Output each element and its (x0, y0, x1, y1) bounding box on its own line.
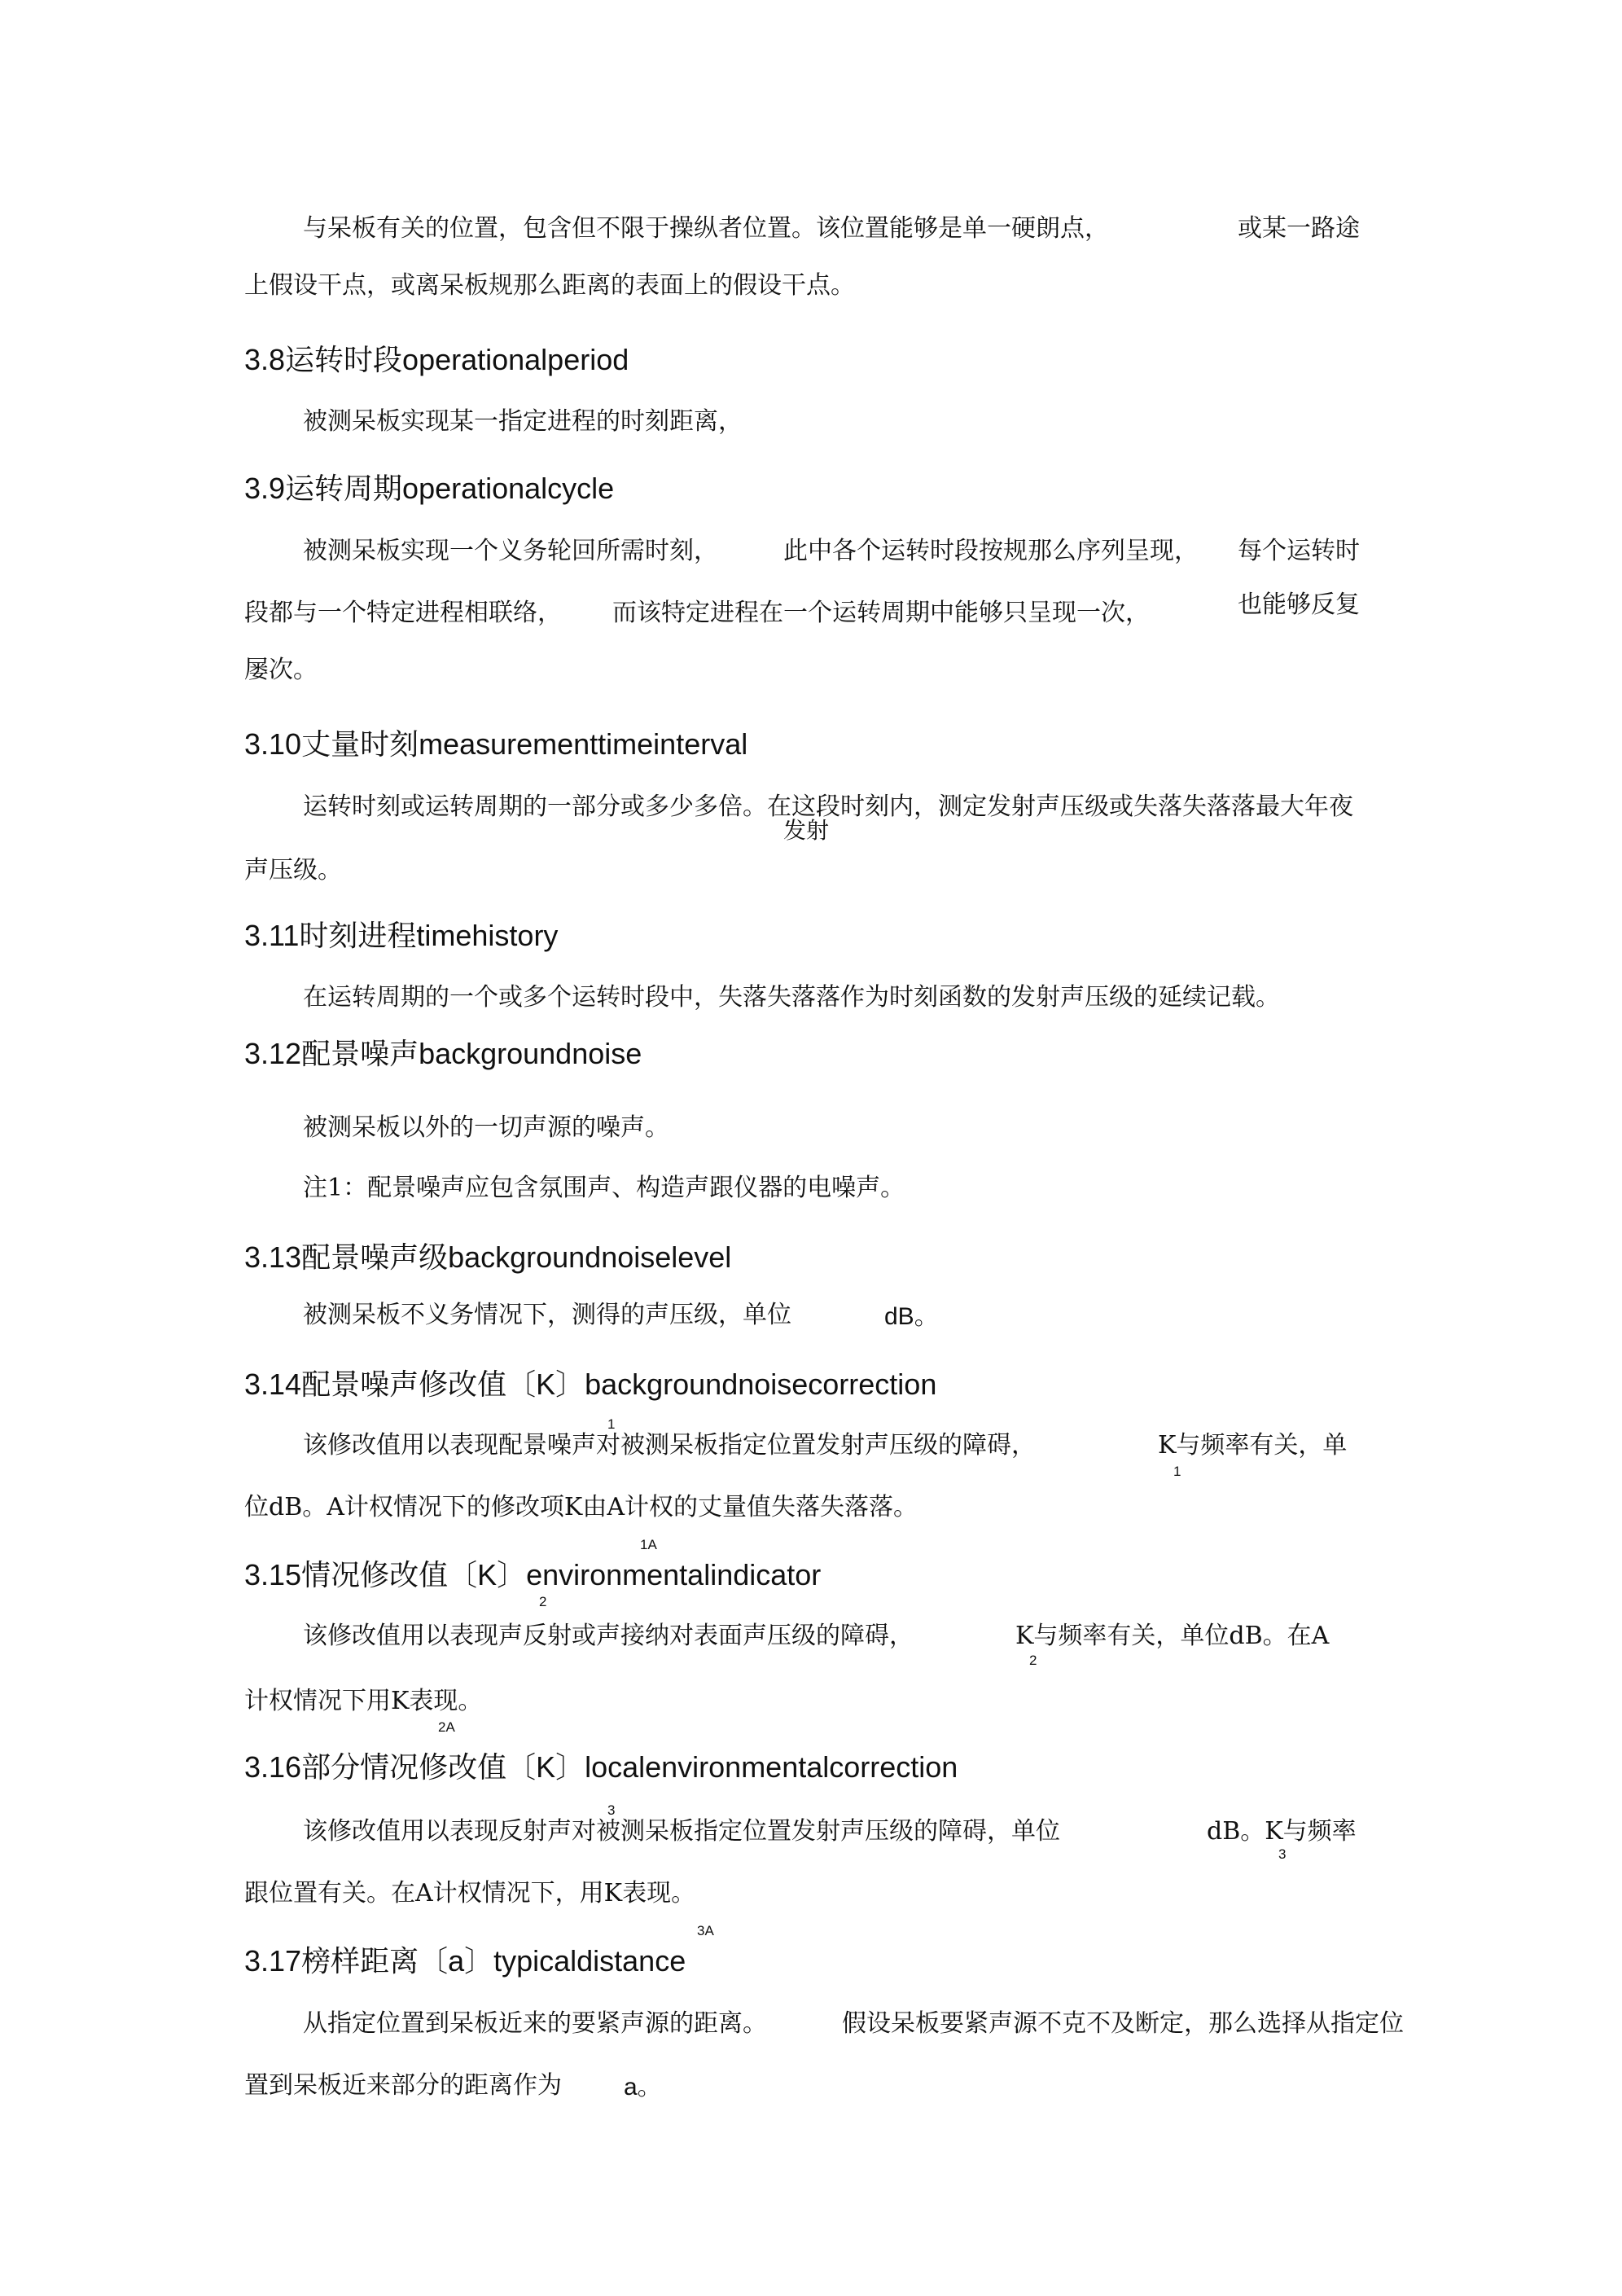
s315-sub-2b: 2 (1029, 1653, 1037, 1668)
s315-line-2: 计权情况下用K表现。 (244, 1687, 483, 1715)
s317-line-1a: 从指定位置到呆板近来的要紧声源的距离。 (303, 2009, 767, 2038)
s314-sup-1: 1 (607, 1416, 616, 1432)
s317-line-2b: a。 (624, 2074, 662, 2101)
s314-line-1b: K与频率有关，单 (1158, 1431, 1348, 1460)
s313-line-1a: 被测呆板不义务情况下，测得的声压级，单位 (303, 1301, 791, 1329)
s39-line-1b: 此中各个运转时段按规那么序列呈现， (783, 537, 1199, 565)
intro-line-2: 上假设干点，或离呆板规那么距离的表面上的假设干点。 (244, 271, 855, 300)
s316-line-2: 跟位置有关。在A计权情况下，用K表现。 (244, 1879, 696, 1907)
heading-3-9: 3.9运转周期operationalcycle (244, 472, 615, 505)
s313-line-1b: dB。 (884, 1303, 939, 1330)
heading-3-10: 3.10丈量时刻measurementtimeinterval (244, 727, 748, 761)
s39-line-3: 屡次。 (244, 656, 318, 684)
s310-line-1: 运转时刻或运转周期的一部分或多少多倍。在这段时刻内，测定发射声压级或失落失落落最大年夜 (303, 792, 1353, 821)
heading-3-11: 3.11时刻进程timehistory (244, 919, 559, 952)
s314-line-2: 位dB。A计权情况下的修改项K由A计权的丈量值失落失落落。 (244, 1493, 918, 1521)
s38-line-1: 被测呆板实现某一指定进程的时刻距离， (303, 407, 743, 436)
intro-line-1a: 与呆板有关的位置，包含但不限于操纵者位置。该位置能够是单一硬朗点， (303, 214, 1109, 243)
s314-sub-1: 1 (1173, 1464, 1181, 1479)
heading-3-14: 3.14配景噪声修改值〔K〕backgroundnoisecorrection (244, 1368, 937, 1401)
s312-note: 注1：配景噪声应包含氛围声、构造声跟仪器的电噪声。 (303, 1174, 905, 1202)
intro-line-1b: 或某一路途 (1238, 214, 1360, 243)
s316-line-1a: 该修改值用以表现反射声对被测呆板指定位置发射声压级的障碍，单位 (303, 1817, 1060, 1846)
s315-sub-2: 2 (539, 1594, 547, 1609)
s317-line-2a: 置到呆板近来部分的距离作为 (244, 2071, 562, 2100)
s315-line-1b: K与频率有关，单位dB。在A (1015, 1622, 1330, 1650)
s316-line-1b: dB。K与频率 (1207, 1817, 1357, 1846)
s39-line-2a: 段都与一个特定进程相联络， (244, 599, 562, 627)
s310-line-1-sub: 发射 (783, 817, 830, 844)
s311-line-1: 在运转周期的一个或多个运转时段中，失落失落落作为时刻函数的发射声压级的延续记载。 (303, 983, 1280, 1012)
s316-sub-3a: 3A (697, 1923, 714, 1938)
heading-3-16: 3.16部分情况修改值〔K〕localenvironmentalcorrection (244, 1750, 958, 1784)
s316-sub-3: 3 (1278, 1846, 1287, 1862)
s314-line-1a: 该修改值用以表现配景噪声对被测呆板指定位置发射声压级的障碍， (303, 1431, 1036, 1460)
heading-3-13: 3.13配景噪声级backgroundnoiselevel (244, 1240, 732, 1274)
heading-3-12: 3.12配景噪声backgroundnoise (244, 1037, 642, 1070)
s39-line-1c: 每个运转时 (1238, 537, 1360, 565)
s316-sup-3: 3 (607, 1802, 616, 1818)
s39-line-1a: 被测呆板实现一个义务轮回所需时刻， (303, 537, 718, 565)
heading-3-17: 3.17榜样距离〔a〕typicaldistance (244, 1944, 686, 1978)
s315-line-1a: 该修改值用以表现声反射或声接纳对表面声压级的障碍， (303, 1622, 914, 1650)
s314-sub-1a: 1A (640, 1537, 657, 1552)
s315-sub-2a: 2A (438, 1719, 455, 1735)
s317-line-1b: 假设呆板要紧声源不克不及断定，那么选择从指定位 (842, 2009, 1404, 2038)
s39-line-2c: 也能够反复 (1238, 590, 1360, 619)
s312-line-1: 被测呆板以外的一切声源的噪声。 (303, 1113, 669, 1142)
s39-line-2b: 而该特定进程在一个运转周期中能够只呈现一次， (612, 599, 1150, 627)
heading-3-8: 3.8运转时段operationalperiod (244, 343, 629, 376)
heading-3-15: 3.15情况修改值〔K〕environmentalindicator (244, 1558, 822, 1591)
s310-line-2: 声压级。 (244, 856, 342, 885)
